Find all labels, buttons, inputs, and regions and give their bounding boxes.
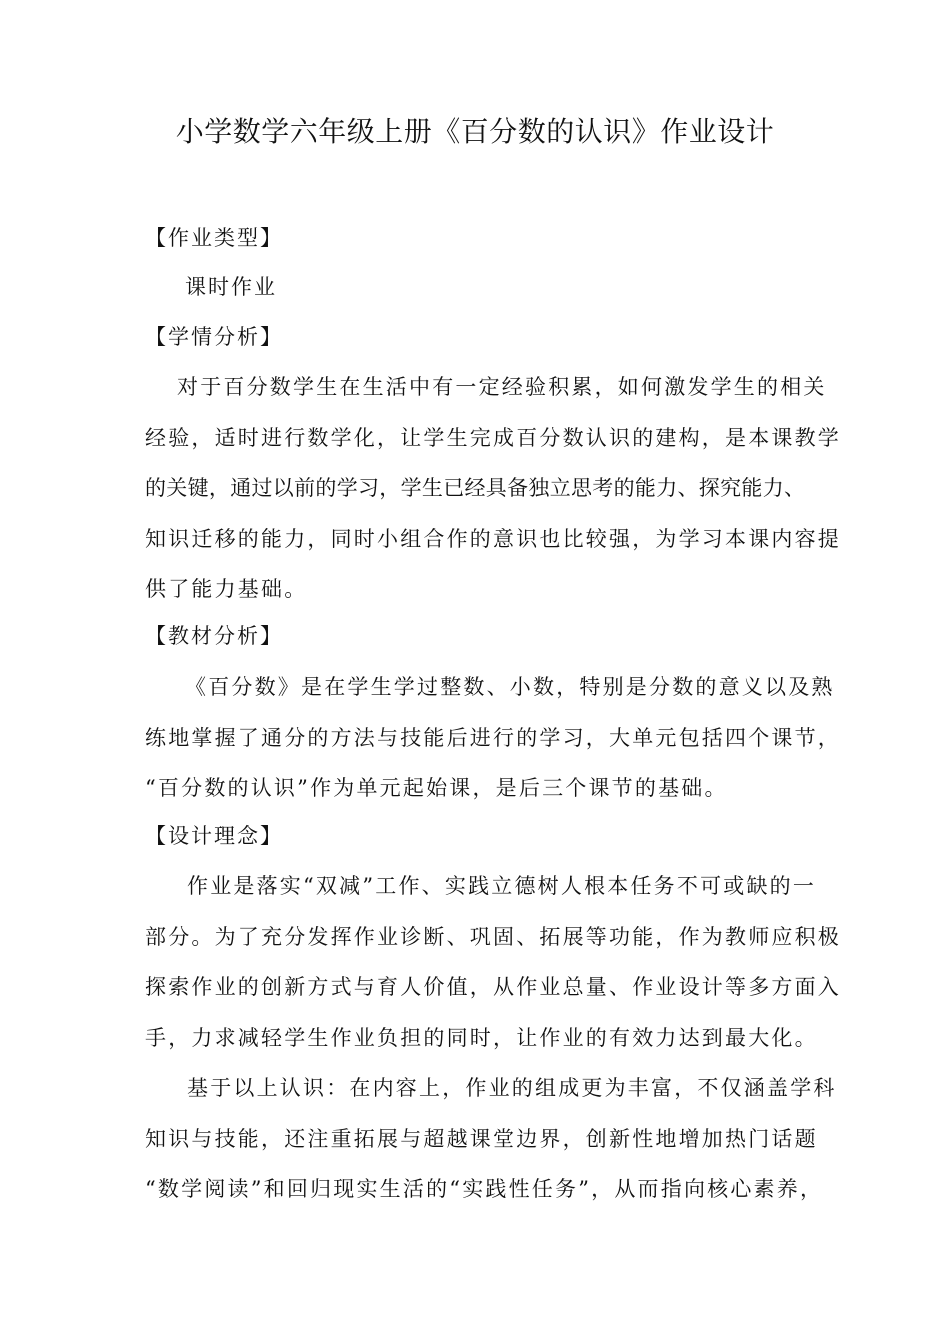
paragraph-line: 知识与技能，还注重拓展与超越课堂边界，创新性地增加热门话题 — [145, 1126, 818, 1151]
document-title: 小学数学六年级上册《百分数的认识》作业设计 — [175, 115, 775, 148]
heading-student-analysis: 【学情分析】 — [145, 325, 283, 349]
paragraph-line: 的关键，通过以前的学习，学生已经具备独立思考的能力、探究能力、 — [145, 476, 806, 500]
paragraph-line: 部分。为了充分发挥作业诊断、巩固、拓展等功能，作为教师应积极 — [145, 924, 841, 949]
paragraph-line: 对于百分数学生在生活中有一定经验积累，如何激发学生的相关 — [177, 375, 827, 399]
heading-textbook-analysis: 【教材分析】 — [145, 624, 283, 648]
heading-assignment-type: 【作业类型】 — [145, 226, 283, 250]
paragraph-line: “数学阅读”和回归现实生活的“实践性任务”，从而指向核心素养， — [145, 1177, 824, 1201]
paragraph-line: 探索作业的创新方式与育人价值，从作业总量、作业设计等多方面入 — [145, 975, 841, 999]
heading-design-concept: 【设计理念】 — [145, 824, 283, 848]
paragraph-line: 练地掌握了通分的方法与技能后进行的学习，大单元包括四个课节， — [145, 725, 841, 750]
assignment-type-value: 课时作业 — [185, 275, 277, 299]
design-basis-paragraph — [145, 1063, 837, 1215]
paragraph-line: “百分数的认识”作为单元起始课，是后三个课节的基础。 — [145, 776, 728, 800]
paragraph-line: 经验，适时进行数学化，让学生完成百分数认识的建构，是本课教学 — [145, 425, 841, 450]
textbook-analysis-paragraph — [145, 662, 841, 814]
paragraph-line: 《百分数》是在学生学过整数、小数，特别是分数的意义以及熟 — [185, 675, 835, 699]
paragraph-line: 手，力求减轻学生作业负担的同时，让作业的有效力达到最大化。 — [145, 1025, 818, 1050]
paragraph-line: 供了能力基础。 — [145, 577, 308, 601]
student-analysis-paragraph — [145, 362, 841, 615]
paragraph-line: 基于以上认识：在内容上，作业的组成更为丰富，不仅涵盖学科 — [187, 1076, 837, 1100]
paragraph-line: 作业是落实“双减”工作、实践立德树人根本任务不可或缺的一 — [187, 874, 817, 898]
design-concept-paragraph — [145, 861, 841, 1063]
paragraph-line: 知识迁移的能力，同时小组合作的意识也比较强，为学习本课内容提 — [145, 526, 841, 551]
